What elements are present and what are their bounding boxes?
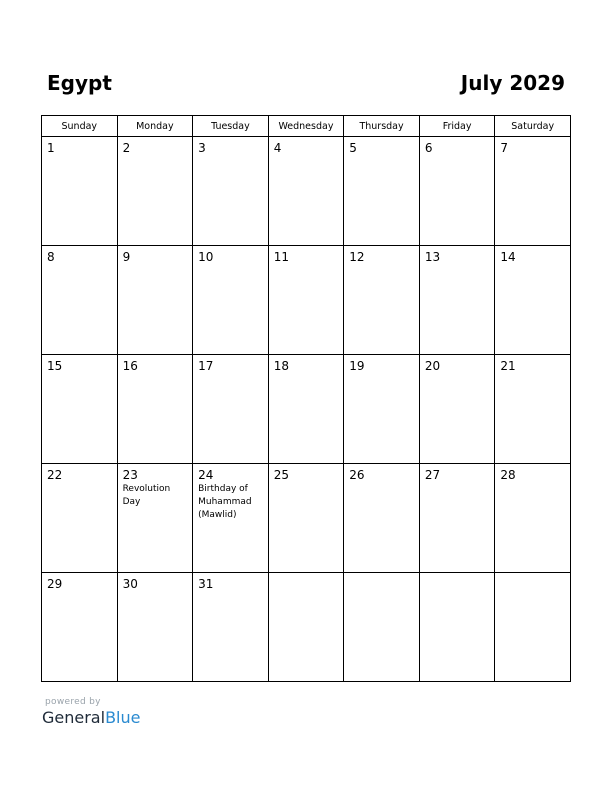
day-number: 24: [198, 468, 214, 482]
day-cell: [419, 137, 495, 246]
day-number: 5: [349, 141, 357, 155]
day-cell: [42, 573, 118, 682]
day-number: 11: [273, 250, 289, 264]
day-cell-holiday: [193, 464, 269, 573]
logo-text-general: General: [42, 708, 106, 727]
generalblue-logo[interactable]: [42, 708, 140, 728]
week-row: [42, 464, 571, 573]
day-cell: [117, 137, 193, 246]
day-cell: [419, 464, 495, 573]
day-cell: [344, 137, 420, 246]
day-number: 21: [500, 359, 516, 373]
day-cell: [42, 246, 118, 355]
day-cell: [117, 246, 193, 355]
day-number: 28: [500, 468, 516, 482]
day-number: 4: [273, 141, 282, 155]
day-number: 13: [424, 250, 441, 264]
day-number: 7: [500, 141, 509, 155]
day-cell: [268, 355, 344, 464]
day-number: 18: [273, 359, 289, 373]
day-cell: [193, 246, 269, 355]
day-number: 1: [47, 141, 55, 155]
day-cell: [344, 355, 420, 464]
day-number: 19: [349, 359, 365, 373]
weekday-header-thursday: Thursday: [344, 116, 420, 137]
day-number: 20: [424, 359, 441, 373]
day-cell: [419, 246, 495, 355]
day-cell: [495, 355, 571, 464]
day-number: 10: [198, 250, 214, 264]
day-cell: [495, 137, 571, 246]
day-number: 9: [122, 250, 131, 264]
day-cell: [344, 464, 420, 573]
day-cell: [42, 355, 118, 464]
day-number: 14: [500, 250, 516, 264]
footer-branding: [42, 697, 140, 728]
day-number: 31: [198, 577, 214, 591]
day-cell: [193, 137, 269, 246]
day-number: 27: [424, 468, 441, 482]
weekday-header-tuesday: Tuesday: [193, 116, 269, 137]
week-row: [42, 137, 571, 246]
weekday-header-wednesday: Wednesday: [268, 116, 344, 137]
day-number: 2: [122, 141, 131, 155]
week-row: [42, 355, 571, 464]
day-cell: [117, 355, 193, 464]
day-number: 29: [47, 577, 63, 591]
day-cell-empty: [495, 573, 571, 682]
day-cell-empty: [268, 573, 344, 682]
day-cell: [268, 137, 344, 246]
day-cell-empty: [344, 573, 420, 682]
weekday-header-friday: Friday: [419, 116, 495, 137]
day-cell: [495, 246, 571, 355]
day-number: 23: [122, 468, 138, 482]
day-number: 26: [349, 468, 365, 482]
week-row: [42, 246, 571, 355]
day-cell: [344, 246, 420, 355]
day-cell: [42, 464, 118, 573]
holiday-label: Revolution Day: [122, 484, 171, 507]
powered-by-text: powered by: [45, 697, 101, 707]
day-number: 15: [47, 359, 63, 373]
day-cell: [193, 573, 269, 682]
day-number: 22: [47, 468, 63, 482]
day-cell: [419, 355, 495, 464]
day-number: 8: [47, 250, 55, 264]
day-number: 17: [198, 359, 214, 373]
day-cell-empty: [419, 573, 495, 682]
day-cell: [117, 573, 193, 682]
weekday-header-sunday: Sunday: [42, 116, 118, 137]
day-number: 12: [349, 250, 365, 264]
day-cell: [268, 246, 344, 355]
day-cell-holiday: [117, 464, 193, 573]
week-row: [42, 573, 571, 682]
calendar-grid: [41, 115, 571, 682]
calendar-country-title: Egypt: [47, 71, 112, 95]
day-cell: [42, 137, 118, 246]
day-number: 30: [122, 577, 138, 591]
logo-text-blue: Blue: [105, 708, 141, 727]
day-number: 16: [122, 359, 138, 373]
day-cell: [268, 464, 344, 573]
weekday-header-row: [42, 116, 571, 137]
day-cell: [495, 464, 571, 573]
day-number: 25: [273, 468, 289, 482]
holiday-label: Birthday of Muhammad (Mawlid): [198, 484, 252, 520]
weekday-header-monday: Monday: [117, 116, 193, 137]
weekday-header-saturday: Saturday: [495, 116, 571, 137]
day-number: 3: [198, 141, 206, 155]
day-number: 6: [424, 141, 433, 155]
day-cell: [193, 355, 269, 464]
calendar-month-title: July 2029: [460, 71, 565, 95]
